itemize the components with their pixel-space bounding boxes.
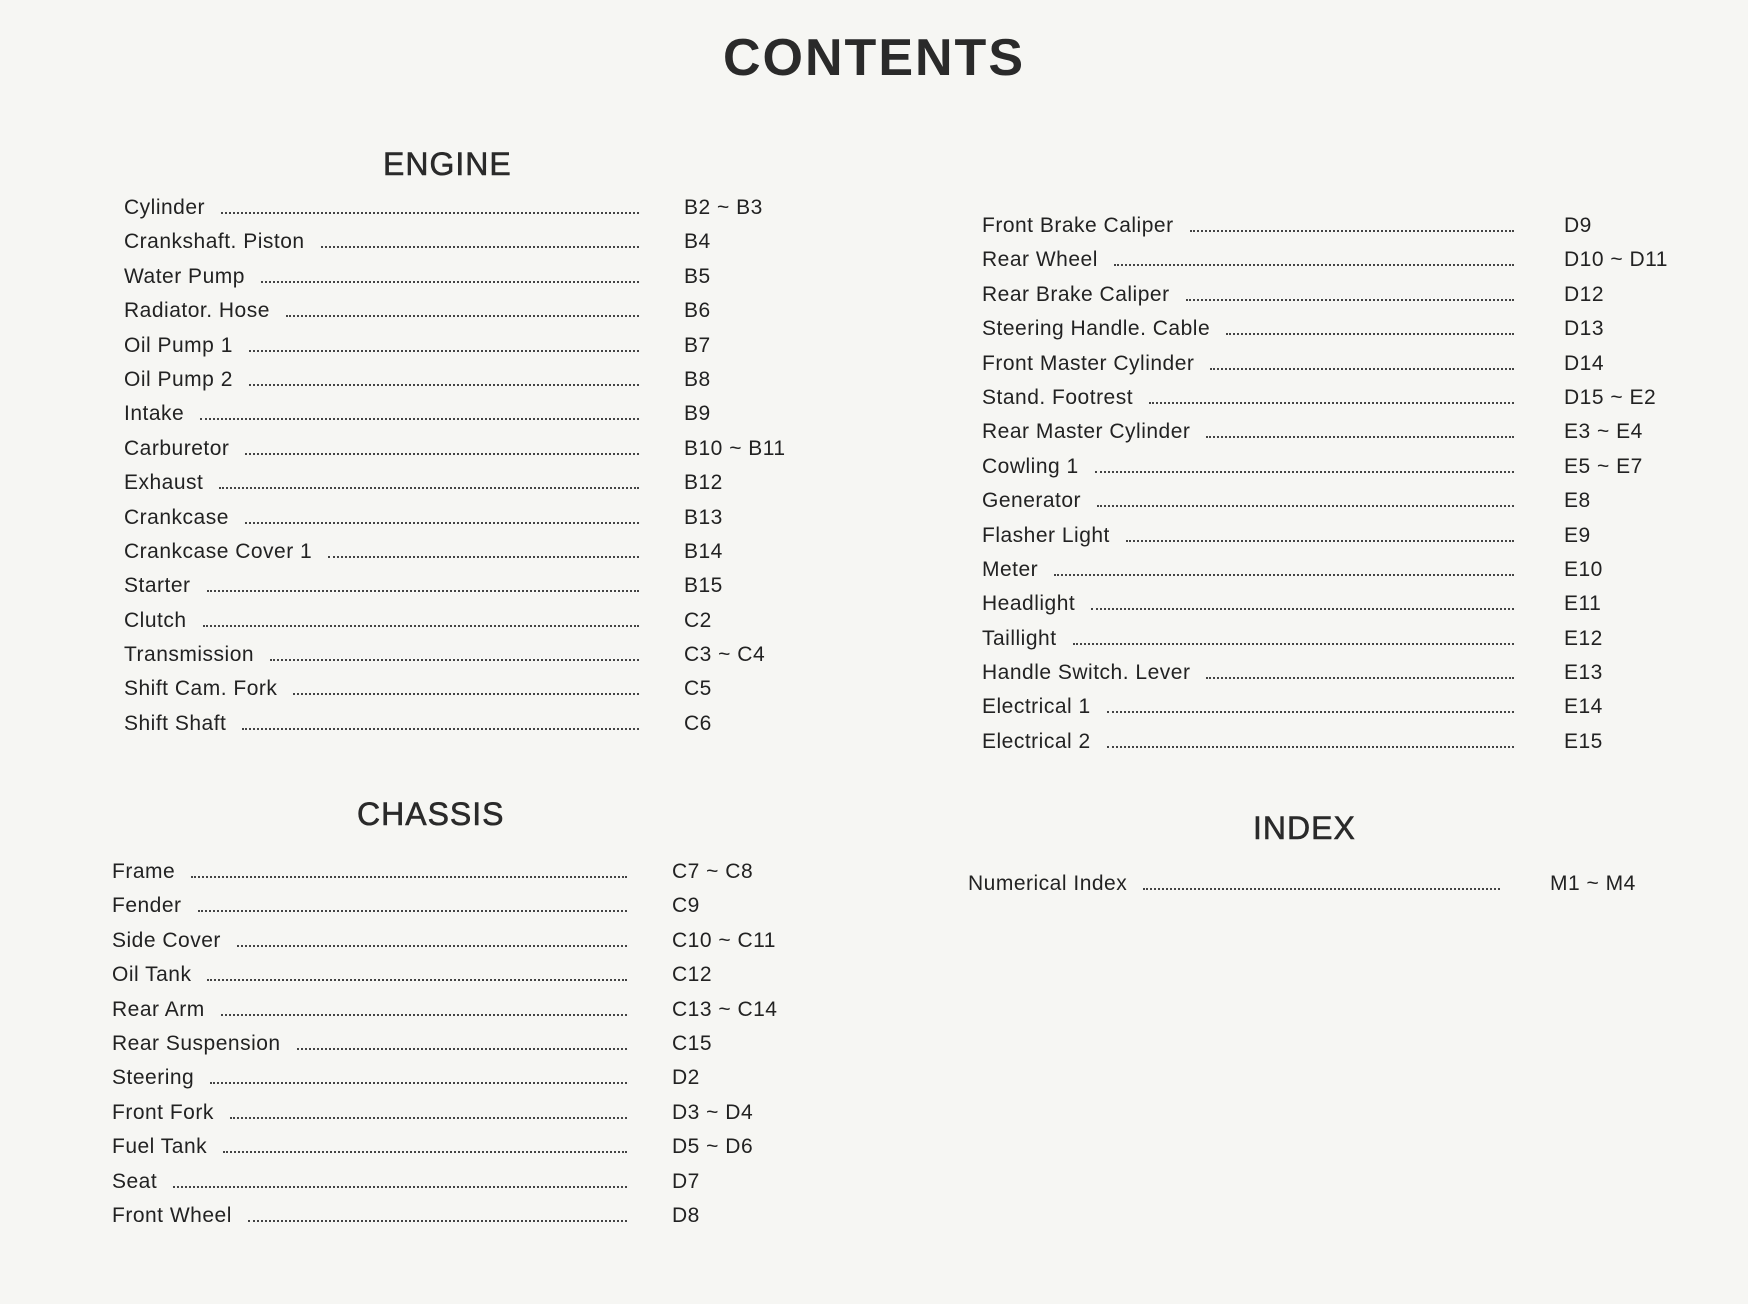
toc-entry-label: Shift Shaft — [124, 711, 227, 735]
toc-entry-page: D15 ~ E2 — [1564, 385, 1657, 409]
toc-entry[interactable] — [124, 196, 814, 230]
dot-leader — [1206, 436, 1514, 438]
toc-entry[interactable] — [112, 894, 802, 928]
toc-entry[interactable] — [124, 402, 814, 436]
toc-entry-page: B6 — [684, 299, 711, 323]
toc-entry-page: D10 ~ D11 — [1564, 248, 1668, 272]
dot-leader — [248, 1220, 627, 1222]
dot-leader — [1149, 402, 1514, 404]
toc-entry-label: Radiator. Hose — [124, 299, 270, 323]
toc-entry[interactable] — [112, 929, 802, 963]
toc-entry[interactable] — [982, 489, 1682, 523]
toc-entry-page: E10 — [1564, 557, 1603, 581]
toc-entry-page: B15 — [684, 574, 723, 598]
dot-leader — [245, 453, 639, 455]
toc-entry[interactable] — [124, 334, 814, 368]
dot-leader — [203, 625, 639, 627]
toc-entry[interactable] — [982, 283, 1682, 317]
dot-leader — [249, 350, 639, 352]
toc-entry-page: C13 ~ C14 — [672, 997, 778, 1021]
dot-leader — [261, 281, 639, 283]
dot-leader — [1143, 888, 1500, 890]
toc-entry-page: E13 — [1564, 661, 1603, 685]
toc-entry-page: E3 ~ E4 — [1564, 420, 1643, 444]
toc-entry-page: D7 — [672, 1169, 700, 1193]
toc-entry-page: E9 — [1564, 523, 1591, 547]
dot-leader — [198, 910, 627, 912]
toc-entry[interactable] — [982, 248, 1682, 282]
toc-entry-page: B5 — [684, 264, 711, 288]
toc-entry[interactable] — [982, 352, 1682, 386]
toc-entry[interactable] — [982, 558, 1682, 592]
toc-entry-page: E5 ~ E7 — [1564, 454, 1643, 478]
dot-leader — [210, 1082, 627, 1084]
toc-entry[interactable] — [124, 712, 814, 746]
dot-leader — [1073, 643, 1514, 645]
toc-entry-label: Stand. Footrest — [982, 385, 1134, 409]
dot-leader — [286, 315, 639, 317]
toc-entry-label: Numerical Index — [968, 872, 1128, 895]
dot-leader — [297, 1048, 627, 1050]
toc-entry[interactable] — [982, 524, 1682, 558]
toc-entry-page: D9 — [1564, 214, 1592, 237]
chassis-list — [112, 860, 802, 1238]
toc-entry-label: Rear Suspension — [112, 1031, 281, 1055]
dot-leader — [1226, 333, 1514, 335]
dot-leader — [1186, 299, 1514, 301]
dot-leader — [293, 693, 639, 695]
toc-entry[interactable] — [112, 1170, 802, 1204]
toc-entry-label: Rear Master Cylinder — [982, 420, 1191, 444]
dot-leader — [1054, 574, 1514, 576]
toc-entry-label: Carburetor — [124, 436, 230, 460]
dot-leader — [173, 1186, 627, 1188]
toc-entry-page: C10 ~ C11 — [672, 928, 776, 952]
toc-entry-page: B8 — [684, 367, 711, 391]
toc-entry[interactable] — [982, 420, 1682, 454]
toc-entry[interactable] — [124, 265, 814, 299]
index-list — [968, 872, 1668, 906]
toc-entry[interactable] — [124, 437, 814, 471]
toc-entry[interactable] — [968, 872, 1668, 906]
dot-leader — [1097, 505, 1514, 507]
toc-entry[interactable] — [982, 695, 1682, 729]
toc-entry-page: B10 ~ B11 — [684, 436, 786, 460]
dot-leader — [1206, 677, 1514, 679]
toc-entry[interactable] — [982, 455, 1682, 489]
toc-entry-page: B2 ~ B3 — [684, 196, 763, 219]
toc-entry[interactable] — [112, 1101, 802, 1135]
dot-leader — [221, 212, 639, 214]
toc-entry-page: C6 — [684, 711, 712, 735]
toc-entry-label: Electrical 2 — [982, 729, 1091, 753]
toc-entry-page: B7 — [684, 333, 711, 357]
page-title: CONTENTS — [723, 29, 1025, 87]
toc-entry[interactable] — [124, 368, 814, 402]
toc-entry-label: Electrical 1 — [982, 695, 1091, 719]
toc-entry-page: E8 — [1564, 489, 1591, 513]
toc-entry-label: Side Cover — [112, 928, 221, 952]
toc-entry-page: E11 — [1564, 592, 1602, 616]
toc-entry-page: C5 — [684, 677, 712, 701]
toc-entry-label: Taillight — [982, 626, 1057, 650]
toc-entry[interactable] — [982, 627, 1682, 661]
toc-entry-page: D12 — [1564, 282, 1605, 306]
toc-entry[interactable] — [112, 998, 802, 1032]
dot-leader — [1190, 230, 1514, 232]
toc-entry[interactable] — [982, 386, 1682, 420]
toc-entry-label: Handle Switch. Lever — [982, 661, 1191, 685]
toc-entry-page: C15 — [672, 1031, 713, 1055]
toc-entry[interactable] — [982, 661, 1682, 695]
dot-leader — [200, 418, 639, 420]
index-heading: INDEX — [1253, 810, 1356, 846]
toc-entry[interactable] — [124, 540, 814, 574]
dot-leader — [249, 384, 639, 386]
toc-entry-page: E15 — [1564, 729, 1603, 753]
toc-entry-label: Cylinder — [124, 196, 206, 219]
toc-entry-label: Crankcase Cover 1 — [124, 539, 313, 563]
toc-entry[interactable] — [982, 214, 1682, 248]
toc-entry-label: Shift Cam. Fork — [124, 677, 278, 701]
toc-entry[interactable] — [982, 730, 1682, 764]
toc-entry-label: Crankcase — [124, 505, 229, 529]
toc-entry-label: Steering — [112, 1066, 195, 1090]
toc-entry-page: E12 — [1564, 626, 1603, 650]
toc-entry-page: C7 ~ C8 — [672, 860, 754, 883]
toc-entry-page: B13 — [684, 505, 723, 529]
toc-entry-label: Front Wheel — [112, 1203, 232, 1227]
toc-entry[interactable] — [124, 230, 814, 264]
dot-leader — [207, 979, 627, 981]
toc-entry[interactable] — [124, 677, 814, 711]
chassis-heading: CHASSIS — [357, 796, 505, 832]
toc-entry-label: Transmission — [124, 643, 255, 667]
toc-entry-label: Water Pump — [124, 264, 245, 288]
toc-entry-page: D13 — [1564, 317, 1605, 341]
toc-entry-label: Rear Wheel — [982, 248, 1098, 272]
toc-entry[interactable] — [112, 963, 802, 997]
dot-leader — [221, 1014, 627, 1016]
toc-entry-label: Front Fork — [112, 1100, 214, 1124]
toc-entry[interactable] — [124, 574, 814, 608]
toc-entry-page: B9 — [684, 402, 711, 426]
toc-entry-page: D5 ~ D6 — [672, 1135, 754, 1159]
toc-entry[interactable] — [112, 1204, 802, 1238]
toc-entry-page: B4 — [684, 230, 711, 254]
toc-entry-label: Exhaust — [124, 471, 204, 495]
toc-entry-page: D3 ~ D4 — [672, 1100, 754, 1124]
toc-entry-label: Headlight — [982, 592, 1076, 616]
toc-entry[interactable] — [112, 860, 802, 894]
toc-entry-label: Flasher Light — [982, 523, 1110, 547]
toc-entry-label: Crankshaft. Piston — [124, 230, 305, 254]
dot-leader — [328, 556, 639, 558]
toc-entry-label: Steering Handle. Cable — [982, 317, 1211, 341]
dot-leader — [223, 1151, 627, 1153]
toc-entry-page: B14 — [684, 539, 723, 563]
toc-entry-label: Intake — [124, 402, 185, 426]
dot-leader — [321, 246, 639, 248]
engine-list — [124, 196, 814, 746]
dot-leader — [1210, 368, 1514, 370]
toc-entry-label: Generator — [982, 489, 1082, 513]
chassis-continued-list — [982, 214, 1682, 764]
dot-leader — [1107, 711, 1514, 713]
dot-leader — [1114, 264, 1514, 266]
toc-entry-page: D2 — [672, 1066, 700, 1090]
toc-entry-label: Fuel Tank — [112, 1135, 208, 1159]
toc-entry[interactable] — [112, 1135, 802, 1169]
toc-entry-label: Rear Arm — [112, 997, 205, 1021]
toc-entry-page: C12 — [672, 963, 713, 987]
toc-entry[interactable] — [124, 609, 814, 643]
dot-leader — [230, 1117, 627, 1119]
dot-leader — [245, 522, 639, 524]
dot-leader — [1107, 746, 1514, 748]
dot-leader — [191, 876, 627, 878]
engine-heading: ENGINE — [383, 146, 512, 182]
toc-entry-label: Oil Pump 1 — [124, 333, 233, 357]
toc-entry-label: Oil Pump 2 — [124, 367, 233, 391]
toc-entry-page: M1 ~ M4 — [1550, 872, 1636, 895]
toc-entry-page: D8 — [672, 1203, 700, 1227]
toc-entry-label: Cowling 1 — [982, 454, 1079, 478]
toc-entry[interactable] — [112, 1032, 802, 1066]
dot-leader — [219, 487, 639, 489]
toc-entry-label: Seat — [112, 1169, 158, 1193]
toc-entry-label: Rear Brake Caliper — [982, 282, 1170, 306]
toc-entry[interactable] — [124, 299, 814, 333]
dot-leader — [237, 945, 627, 947]
toc-entry-label: Starter — [124, 574, 191, 598]
dot-leader — [270, 659, 639, 661]
dot-leader — [1091, 608, 1514, 610]
dot-leader — [207, 590, 639, 592]
toc-entry-page: D14 — [1564, 351, 1605, 375]
toc-entry-label: Clutch — [124, 608, 187, 632]
toc-entry[interactable] — [124, 643, 814, 677]
toc-entry-label: Oil Tank — [112, 963, 192, 987]
toc-entry-label: Frame — [112, 860, 176, 883]
dot-leader — [242, 728, 639, 730]
toc-entry[interactable] — [982, 317, 1682, 351]
toc-entry-page: C9 — [672, 894, 700, 918]
toc-entry-label: Front Brake Caliper — [982, 214, 1174, 237]
toc-entry[interactable] — [124, 506, 814, 540]
toc-entry-page: B12 — [684, 471, 723, 495]
toc-entry-page: C3 ~ C4 — [684, 643, 766, 667]
toc-entry-label: Front Master Cylinder — [982, 351, 1195, 375]
toc-entry-page: C2 — [684, 608, 712, 632]
toc-entry[interactable] — [982, 592, 1682, 626]
dot-leader — [1126, 540, 1514, 542]
toc-entry[interactable] — [112, 1066, 802, 1100]
dot-leader — [1095, 471, 1514, 473]
toc-entry-page: E14 — [1564, 695, 1603, 719]
toc-entry-label: Meter — [982, 557, 1039, 581]
toc-entry[interactable] — [124, 471, 814, 505]
toc-entry-label: Fender — [112, 894, 182, 918]
